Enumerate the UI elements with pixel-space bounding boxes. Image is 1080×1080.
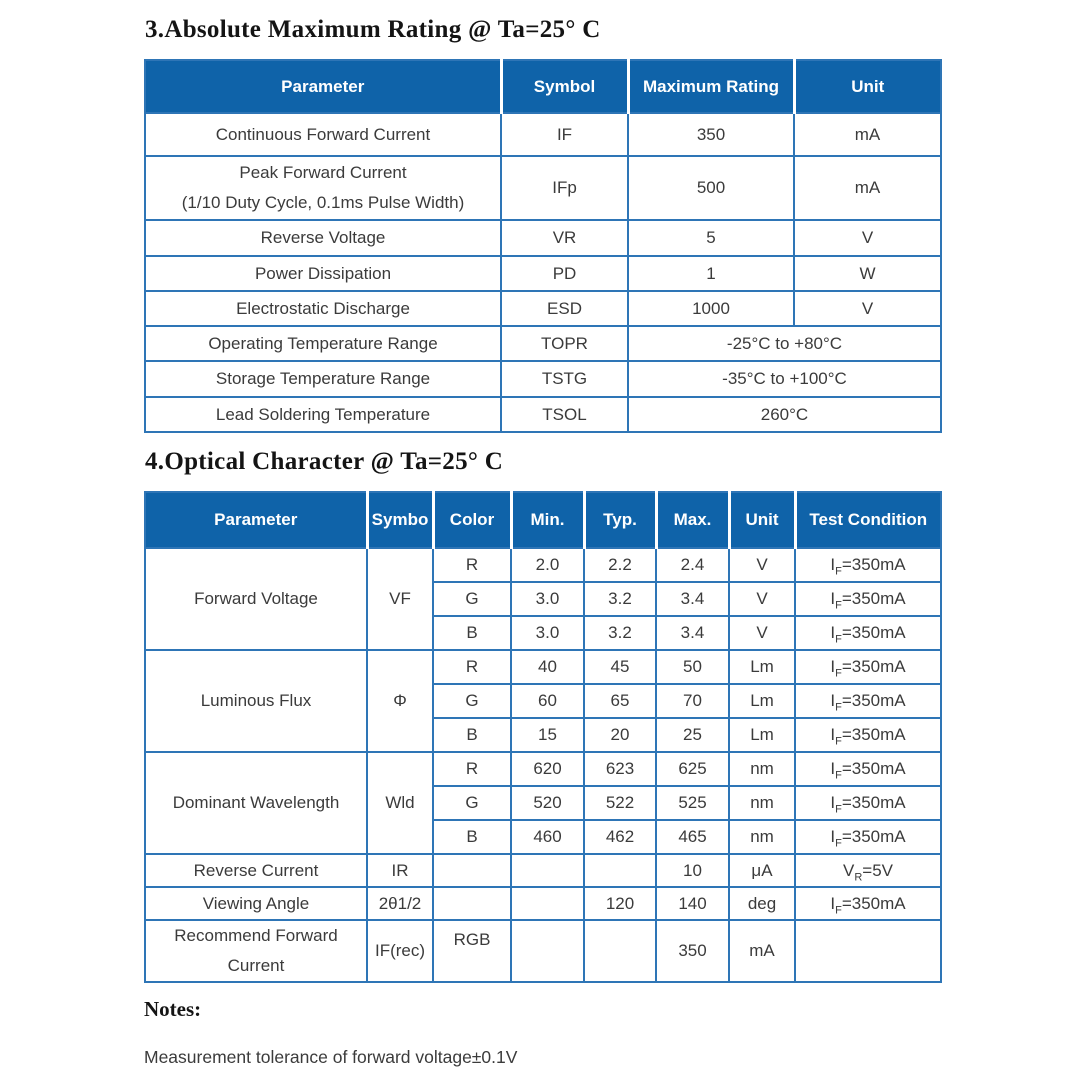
table-cell: Luminous Flux	[145, 650, 367, 752]
column-header-unit: Unit	[729, 492, 795, 548]
table-cell: Storage Temperature Range	[145, 361, 501, 397]
table-cell: 525	[656, 786, 729, 820]
table-cell: $I_F=350mA$	[795, 650, 941, 684]
table-cell: 140	[656, 887, 729, 920]
table-cell: 260°C	[628, 397, 941, 432]
column-header-parameter: Parameter	[145, 492, 367, 548]
table-cell	[433, 854, 511, 887]
table-cell: 3.4	[656, 616, 729, 650]
section4-title: 4.Optical Character @ Ta=25° C	[145, 448, 504, 475]
table-cell: 2.2	[584, 548, 656, 582]
column-header-typ: Typ.	[584, 492, 656, 548]
table-row	[145, 156, 941, 220]
table-cell: R	[433, 548, 511, 582]
table-cell: Reverse Voltage	[145, 220, 501, 256]
table-cell: $I_F=350mA$	[795, 887, 941, 920]
absolute-maximum-rating-table	[144, 59, 942, 433]
column-header-unit: Unit	[794, 60, 941, 113]
parameter-line: (1/10 Duty Cycle, 0.1ms Pulse Width)	[181, 193, 465, 212]
table-cell: V	[794, 220, 941, 256]
table-cell	[584, 854, 656, 887]
table-cell: V	[729, 582, 795, 616]
table-cell: ESD	[501, 291, 628, 326]
column-header-min: Min.	[511, 492, 584, 548]
table-cell: VR	[501, 220, 628, 256]
table-cell: mA	[794, 113, 941, 156]
table-cell: 40	[511, 650, 584, 684]
table-cell: deg	[729, 887, 795, 920]
table-cell: -25°C to +80°C	[628, 326, 941, 361]
table-cell: Operating Temperature Range	[145, 326, 501, 361]
table-cell: Dominant Wavelength	[145, 752, 367, 854]
table-cell: 25	[656, 718, 729, 752]
table-cell: Power Dissipation	[145, 256, 501, 291]
notes-heading: Notes:	[144, 997, 202, 1021]
table-row	[145, 256, 941, 291]
table-cell: Lm	[729, 718, 795, 752]
table-cell: 2.0	[511, 548, 584, 582]
table-cell: -35°C to +100°C	[628, 361, 941, 397]
table-cell: nm	[729, 820, 795, 854]
parameter-line: Recommend Forward	[174, 926, 338, 945]
table-row	[145, 113, 941, 156]
table-cell: 45	[584, 650, 656, 684]
table-cell: mA	[729, 920, 795, 982]
column-header-parameter: Parameter	[145, 60, 501, 113]
table-cell: G	[433, 684, 511, 718]
table-cell: 520	[511, 786, 584, 820]
table-cell: 10	[656, 854, 729, 887]
table-cell: B	[433, 820, 511, 854]
table-cell: 65	[584, 684, 656, 718]
table-cell: PD	[501, 256, 628, 291]
table-cell: $I_F=350mA$	[795, 786, 941, 820]
notes-section	[144, 983, 940, 1068]
table-cell: 5	[628, 220, 794, 256]
table-row	[145, 220, 941, 256]
table-cell: $I_F=350mA$	[795, 684, 941, 718]
table-cell	[433, 887, 511, 920]
table-cell: $I_F=350mA$	[795, 582, 941, 616]
table-row	[145, 397, 941, 432]
table-cell: 20	[584, 718, 656, 752]
table-cell: mA	[794, 156, 941, 220]
header-row	[145, 492, 941, 548]
table-row	[145, 650, 941, 684]
table-cell: 465	[656, 820, 729, 854]
table-row	[145, 752, 941, 786]
table-cell: Viewing Angle	[145, 887, 367, 920]
column-header-maximum-rating: Maximum Rating	[628, 60, 794, 113]
table-cell	[145, 156, 501, 220]
table-cell: Wld	[367, 752, 433, 854]
table-cell: $I_F=350mA$	[795, 548, 941, 582]
table-cell: 350	[628, 113, 794, 156]
column-header-test-condition: Test Condition	[795, 492, 941, 548]
table-cell: 50	[656, 650, 729, 684]
table-cell: 350	[656, 920, 729, 982]
table-cell: R	[433, 650, 511, 684]
table-cell: Φ	[367, 650, 433, 752]
table-cell	[584, 920, 656, 982]
table-cell: TSOL	[501, 397, 628, 432]
table-cell: RGB	[433, 920, 511, 982]
parameter-line: Current	[227, 956, 285, 975]
table-row	[145, 548, 941, 582]
table-cell: Lead Soldering Temperature	[145, 397, 501, 432]
table-cell: μA	[729, 854, 795, 887]
table-row	[145, 887, 941, 920]
table-cell: G	[433, 786, 511, 820]
table-cell: 620	[511, 752, 584, 786]
column-header-max: Max.	[656, 492, 729, 548]
parameter-line: Peak Forward Current	[239, 163, 407, 182]
column-header-symbol: Symbo	[367, 492, 433, 548]
table-cell	[511, 854, 584, 887]
table-cell: G	[433, 582, 511, 616]
table-cell: IF(rec)	[367, 920, 433, 982]
table-cell: 1000	[628, 291, 794, 326]
table-cell: V	[729, 616, 795, 650]
table-cell: 3.0	[511, 582, 584, 616]
table-cell: B	[433, 718, 511, 752]
header-row	[145, 60, 941, 113]
table-row	[145, 291, 941, 326]
table-cell	[145, 920, 367, 982]
table-cell: IR	[367, 854, 433, 887]
table-cell: 120	[584, 887, 656, 920]
notes-body: Measurement tolerance of forward voltage±0.1V	[144, 1047, 518, 1067]
table-cell: $I_F=350mA$	[795, 820, 941, 854]
table-cell: V	[794, 291, 941, 326]
table-cell: 70	[656, 684, 729, 718]
table-cell: nm	[729, 786, 795, 820]
table-cell: W	[794, 256, 941, 291]
table-row	[145, 326, 941, 361]
table-cell: $I_F=350mA$	[795, 752, 941, 786]
table-cell: Reverse Current	[145, 854, 367, 887]
table-cell: B	[433, 616, 511, 650]
table-cell: nm	[729, 752, 795, 786]
table-cell: R	[433, 752, 511, 786]
table-cell: $I_F=350mA$	[795, 718, 941, 752]
column-header-color: Color	[433, 492, 511, 548]
table-cell: Lm	[729, 650, 795, 684]
table-row	[145, 920, 941, 982]
table-cell: 460	[511, 820, 584, 854]
column-header-symbol: Symbol	[501, 60, 628, 113]
table-row	[145, 854, 941, 887]
section3-title: 3.Absolute Maximum Rating @ Ta=25° C	[145, 16, 601, 43]
table-cell: 3.2	[584, 582, 656, 616]
table-cell: IFp	[501, 156, 628, 220]
table-cell: 15	[511, 718, 584, 752]
table-cell	[795, 920, 941, 982]
table-cell: 522	[584, 786, 656, 820]
table-cell: $V_R=5V$	[795, 854, 941, 887]
table-cell: TSTG	[501, 361, 628, 397]
table-cell	[511, 887, 584, 920]
table-cell: 462	[584, 820, 656, 854]
table-cell: 3.2	[584, 616, 656, 650]
table-cell: $I_F=350mA$	[795, 616, 941, 650]
table-cell: 60	[511, 684, 584, 718]
table-cell: VF	[367, 548, 433, 650]
table-cell	[511, 920, 584, 982]
table-cell: 623	[584, 752, 656, 786]
table-cell: Lm	[729, 684, 795, 718]
table-cell: 3.0	[511, 616, 584, 650]
table-cell: 1	[628, 256, 794, 291]
table-cell: 500	[628, 156, 794, 220]
optical-character-table	[144, 491, 942, 983]
table-cell: TOPR	[501, 326, 628, 361]
table-cell: 625	[656, 752, 729, 786]
table-cell: Forward Voltage	[145, 548, 367, 650]
table-cell: Electrostatic Discharge	[145, 291, 501, 326]
table-cell: Continuous Forward Current	[145, 113, 501, 156]
table-cell: 2θ1/2	[367, 887, 433, 920]
table-cell: 3.4	[656, 582, 729, 616]
table-cell: IF	[501, 113, 628, 156]
table-cell: V	[729, 548, 795, 582]
table-cell: 2.4	[656, 548, 729, 582]
table-row	[145, 361, 941, 397]
